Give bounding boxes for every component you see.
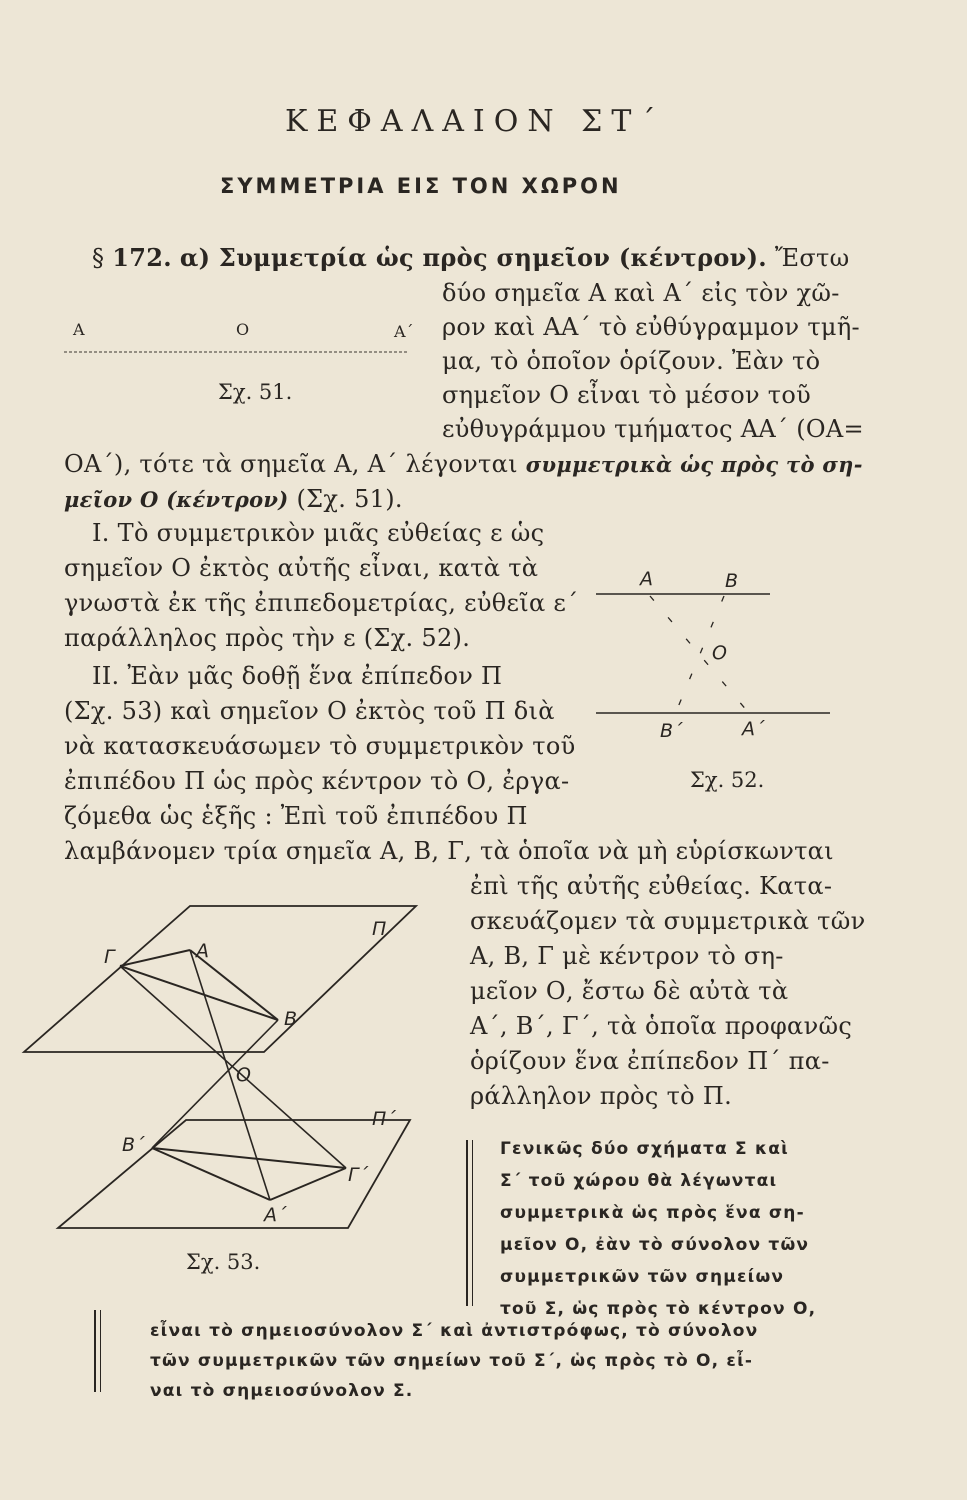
fig53-line-aprime-gprime bbox=[270, 1168, 346, 1200]
para2-line: γνωστὰ ἐκ τῆς ἐπιπεδομετρίας, εὐθεῖα ε΄ bbox=[64, 589, 579, 617]
para1-italic: συμμετρικὰ ὡς πρὸς τὸ ση- bbox=[525, 452, 863, 477]
para3-line: νὰ κατασκευάσωμεν τὸ συμμετρικὸν τοῦ bbox=[64, 732, 576, 760]
para1-line: ρον καὶ ΑΑ΄ τὸ εὐθύγραμμον τμῆ- bbox=[442, 313, 860, 341]
fig53-label-o: Ο bbox=[236, 1064, 251, 1086]
fig53-line-bprime-aprime bbox=[152, 1148, 270, 1200]
margin-rule-upper bbox=[466, 1140, 468, 1306]
para1-line: εὐθυγράμμου τμήματος ΑΑ΄ (ΟΑ= bbox=[442, 415, 864, 443]
definition-line: τοῦ Σ, ὡς πρὸς τὸ κέντρον Ο, bbox=[500, 1299, 817, 1319]
fig53-label-a: Α bbox=[196, 940, 209, 962]
fig53-label-a-prime: Α΄ bbox=[264, 1204, 287, 1226]
para1-text: (Σχ. 51). bbox=[296, 485, 403, 513]
fig53-label-g-prime: Γ΄ bbox=[348, 1164, 369, 1186]
fig53-caption: Σχ. 53. bbox=[186, 1250, 261, 1274]
section-title: ΣΥΜΜΕΤΡΙΑ ΕΙΣ ΤΟΝ ΧΩΡΟΝ bbox=[220, 174, 622, 198]
fig53-label-b: Β bbox=[284, 1008, 298, 1030]
fig53-line-a-aprime bbox=[190, 950, 270, 1200]
fig52-label-a: Α bbox=[640, 568, 653, 590]
definition-line: Σ΄ τοῦ χώρου θὰ λέγωνται bbox=[500, 1171, 778, 1191]
fig51-label-a: Α bbox=[73, 320, 85, 339]
fig52-label-b: Β bbox=[725, 570, 739, 592]
para3-line: ἐπιπέδου Π ὡς πρὸς κέντρον τὸ Ο, ἐργα- bbox=[64, 767, 570, 795]
para2-line: σημεῖον Ο ἐκτὸς αὐτῆς εἶναι, κατὰ τὰ bbox=[64, 554, 539, 582]
definition-full-line: τῶν συμμετρικῶν τῶν σημείων τοῦ Σ΄, ὡς πρὸς τὸ Ο, εἶ- bbox=[150, 1351, 754, 1371]
para1-line: δύο σημεῖα Α καὶ Α΄ εἰς τὸν χῶ- bbox=[442, 279, 840, 307]
fig53-label-pi: Π bbox=[372, 918, 387, 940]
definition-line: συμμετρικὰ ὡς πρὸς ἕνα ση- bbox=[500, 1203, 805, 1223]
para3-line: ΙΙ. Ἐὰν μᾶς δοθῇ ἕνα ἐπίπεδον Π bbox=[92, 662, 503, 690]
para3-right-line: σκευάζομεν τὰ συμμετρικὰ τῶν bbox=[470, 907, 866, 935]
definition-line: Γενικῶς δύο σχήματα Σ καὶ bbox=[500, 1139, 789, 1159]
fig53-label-b-prime: Β΄ bbox=[122, 1134, 145, 1156]
fig53-plane-pi bbox=[24, 906, 416, 1052]
section-heading: α) Συμμετρία ὡς πρὸς σημεῖον (κέντρον). bbox=[179, 243, 767, 272]
fig52-label-a-prime: Α΄ bbox=[742, 718, 765, 740]
fig51-caption: Σχ. 51. bbox=[218, 380, 293, 404]
definition-full-line: εἶναι τὸ σημειοσύνολον Σ΄ καὶ ἀντιστρόφως, τὸ σύνολον bbox=[150, 1321, 759, 1341]
para3-right-line: ράλληλον πρὸς τὸ Π. bbox=[470, 1082, 733, 1110]
fig52-label-b-prime: Β΄ bbox=[660, 720, 683, 742]
margin-rule-lower-inner bbox=[100, 1310, 101, 1392]
section-sign: § bbox=[92, 244, 105, 272]
chapter-heading: ΚΕΦΑΛΑΙΟΝ ΣΤ΄ bbox=[285, 104, 665, 139]
para1-line: σημεῖον Ο εἶναι τὸ μέσον τοῦ bbox=[442, 381, 812, 409]
fig53-label-g: Γ bbox=[104, 946, 115, 968]
fig52-label-o: Ο bbox=[712, 642, 727, 664]
para3-right-line: ὁρίζουν ἕνα ἐπίπεδον Π΄ πα- bbox=[470, 1047, 830, 1075]
para1-text: ΟΑ΄), τότε τὰ σημεῖα Α, Α΄ λέγονται bbox=[64, 450, 518, 478]
fig52-caption: Σχ. 52. bbox=[690, 768, 765, 792]
fig53-line-gb bbox=[120, 966, 278, 1020]
para3-line: λαμβάνομεν τρία σημεῖα Α, Β, Γ, τὰ ὁποῖα νὰ μὴ εὑρίσκωνται bbox=[64, 837, 834, 865]
fig53-line-b-bprime bbox=[152, 1020, 278, 1148]
para2-line: παράλληλος πρὸς τὴν ε (Σχ. 52). bbox=[64, 624, 471, 652]
margin-rule-lower bbox=[94, 1310, 96, 1392]
margin-rule-upper-inner bbox=[472, 1140, 473, 1306]
fig51-label-a-prime: Α΄ bbox=[394, 322, 414, 341]
para3-line: ζόμεθα ὡς ἑξῆς : Ἐπὶ τοῦ ἐπιπέδου Π bbox=[64, 802, 528, 830]
fig53-line-g-gprime bbox=[120, 966, 346, 1168]
fig53-line-bprime-gprime bbox=[152, 1148, 346, 1168]
para2-line: Ι. Τὸ συμμετρικὸν μιᾶς εὐθείας ε ὡς bbox=[92, 519, 545, 547]
section-number: 172. bbox=[112, 243, 172, 272]
para3-right-line: Α, Β, Γ μὲ κέντρον τὸ ση- bbox=[470, 942, 784, 970]
definition-line: συμμετρικῶν τῶν σημείων bbox=[500, 1267, 785, 1287]
para3-line: (Σχ. 53) καὶ σημεῖον Ο ἐκτὸς τοῦ Π διὰ bbox=[64, 697, 555, 725]
fig51-label-o: Ο bbox=[236, 320, 250, 339]
definition-line: μεῖον Ο, ἐὰν τὸ σύνολον τῶν bbox=[500, 1235, 810, 1255]
fig53-label-pi-prime: Π΄ bbox=[372, 1108, 396, 1130]
para1-line: μα, τὸ ὁποῖον ὁρίζουν. Ἐὰν τὸ bbox=[442, 347, 821, 375]
section-heading-tail: Ἔστω bbox=[774, 244, 850, 272]
para3-right-line: ἐπὶ τῆς αὐτῆς εὐθείας. Κατα- bbox=[470, 872, 833, 900]
definition-full-line: ναι τὸ σημειοσύνολον Σ. bbox=[150, 1381, 414, 1401]
para3-right-line: μεῖον Ο, ἔστω δὲ αὐτὰ τὰ bbox=[470, 977, 789, 1005]
para1-italic: μεῖον Ο (κέντρον) bbox=[64, 487, 289, 512]
para3-right-line: Α΄, Β΄, Γ΄, τὰ ὁποῖα προφανῶς bbox=[470, 1012, 853, 1040]
